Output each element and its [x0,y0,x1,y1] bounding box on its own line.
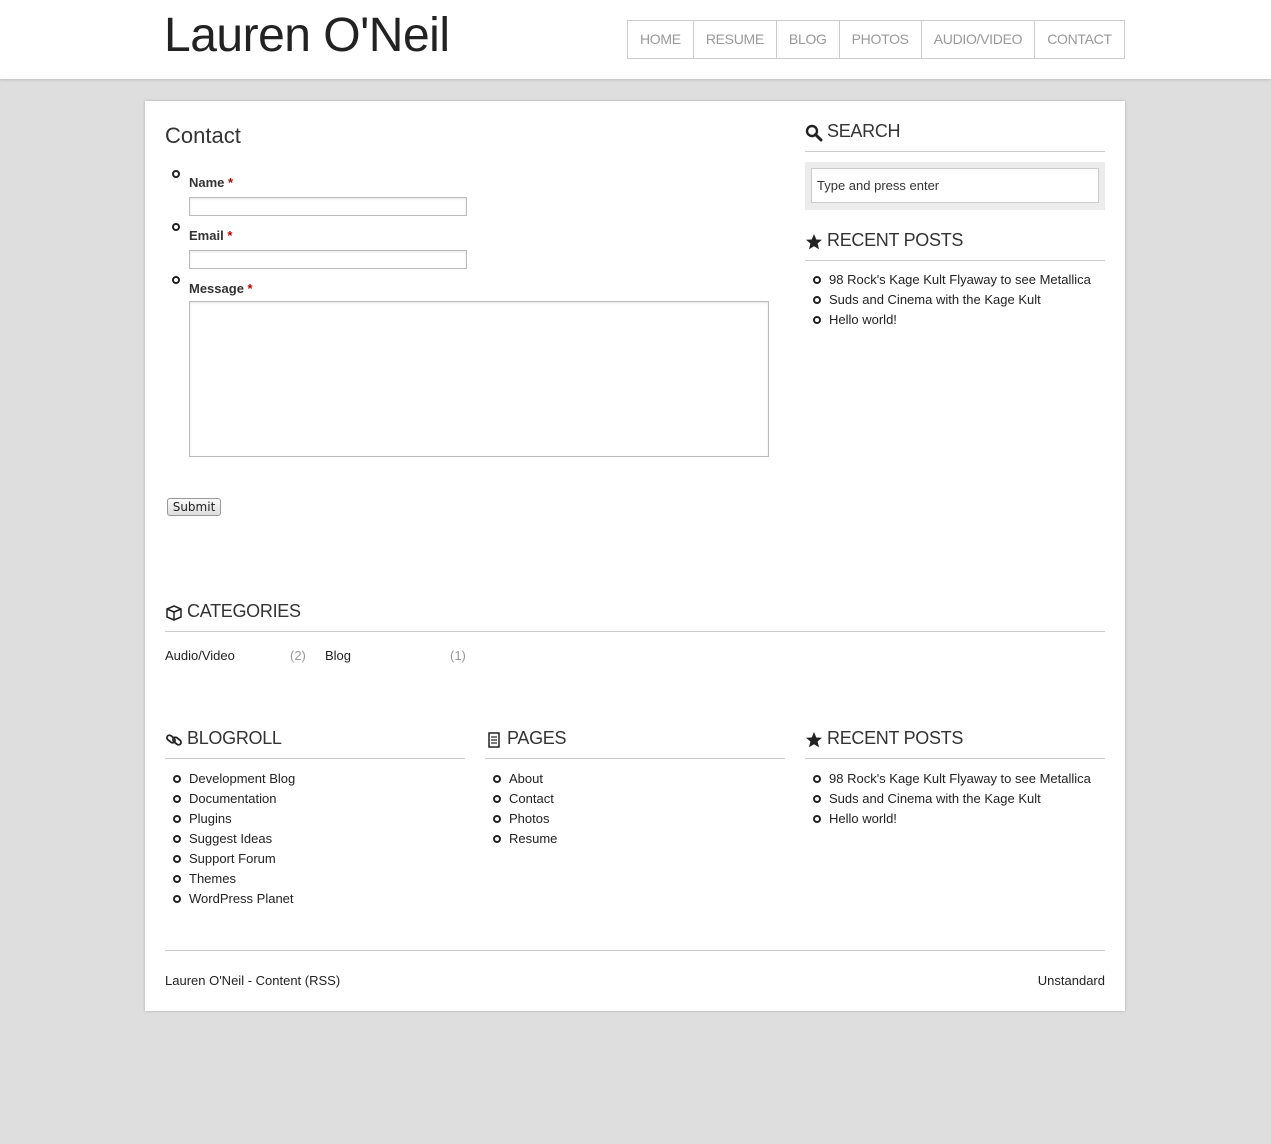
list-bullet [493,815,501,823]
link-icon [165,731,183,749]
list-bullet [813,276,821,284]
nav-resume[interactable]: RESUME [693,21,776,58]
name-label: Name * [189,175,234,190]
star-icon [805,731,823,749]
site-title-link[interactable]: Lauren O'Neil [164,9,450,62]
list-item[interactable]: Hello world! [805,809,1105,829]
list-item[interactable]: Themes [165,869,465,889]
list-item[interactable]: Photos [485,809,785,829]
category-audio-video[interactable]: Audio/Video [165,648,235,663]
list-item[interactable]: Development Blog [165,769,465,789]
nav-audio-video[interactable]: AUDIO/VIDEO [921,21,1035,58]
pages-list [485,769,785,849]
email-input[interactable] [189,250,467,269]
list-item[interactable]: Hello world! [805,310,1105,330]
list-item[interactable]: Support Forum [165,849,465,869]
list-bullet [173,895,181,903]
list-bullet [172,170,180,178]
list-item[interactable]: Contact [485,789,785,809]
footer-rss-link[interactable]: Lauren O'Neil - Content (RSS) [165,973,341,988]
recent-posts-title-text: RECENT POSTS [827,230,964,250]
site-header [0,0,1271,79]
list-bullet [172,223,180,231]
list-bullet [813,775,821,783]
footer-theme-link[interactable]: Unstandard [1037,973,1105,988]
recent-posts-title [805,230,1105,261]
pages-title-text: PAGES [507,728,567,748]
list-item[interactable]: About [485,769,785,789]
pages-title [485,728,785,759]
list-item[interactable]: 98 Rock's Kage Kult Flyaway to see Metallica [805,769,1105,789]
list-item[interactable]: Documentation [165,789,465,809]
footer-recent-posts-list [805,769,1105,829]
page-title: Contact [165,123,241,148]
list-bullet [173,835,181,843]
list-bullet [173,775,181,783]
list-bullet [813,316,821,324]
search-box [805,162,1105,210]
category-count: (1) [450,648,466,663]
category-count: (2) [290,648,306,663]
star-icon [805,233,823,251]
message-textarea[interactable] [189,301,769,457]
categories-title [165,601,1105,632]
list-bullet [173,795,181,803]
list-item[interactable]: Resume [485,829,785,849]
category-blog[interactable]: Blog [325,648,352,663]
list-bullet [493,835,501,843]
footer-divider [165,950,1105,951]
list-bullet [173,815,181,823]
blogroll-title-text: BLOGROLL [187,728,282,748]
footer-recent-posts-title-text: RECENT POSTS [827,728,964,748]
list-bullet [813,815,821,823]
box-icon [165,604,183,622]
list-bullet [173,855,181,863]
list-item[interactable]: WordPress Planet [165,889,465,909]
nav-home[interactable]: HOME [640,31,681,47]
footer-recent-posts-title [805,728,1105,759]
search-icon [805,124,823,142]
list-bullet [493,795,501,803]
list-item[interactable]: Plugins [165,809,465,829]
nav-contact[interactable]: CONTACT [1034,21,1124,58]
name-input[interactable] [189,197,467,216]
list-item[interactable]: 98 Rock's Kage Kult Flyaway to see Metallica [805,270,1105,290]
submit-button[interactable]: Submit [167,498,221,516]
list-bullet [172,276,180,284]
main-nav [627,20,1125,59]
recent-posts-list [805,270,1105,330]
list-item[interactable]: Suggest Ideas [165,829,465,849]
blogroll-title [165,728,465,759]
blogroll-list [165,769,465,909]
list-item[interactable]: Suds and Cinema with the Kage Kult [805,789,1105,809]
search-input[interactable]: Type and press enter [811,168,1099,203]
document-icon [485,731,503,749]
list-bullet [813,795,821,803]
list-bullet [173,875,181,883]
search-widget-title [805,121,1105,152]
nav-blog[interactable]: BLOG [776,21,839,58]
nav-photos[interactable]: PHOTOS [839,21,921,58]
message-label: Message * [189,281,253,296]
list-bullet [813,296,821,304]
search-title-text: SEARCH [827,121,901,141]
email-label: Email * [189,228,233,243]
list-bullet [493,775,501,783]
categories-title-text: CATEGORIES [187,601,301,621]
main-panel [145,101,1125,1011]
list-item[interactable]: Suds and Cinema with the Kage Kult [805,290,1105,310]
